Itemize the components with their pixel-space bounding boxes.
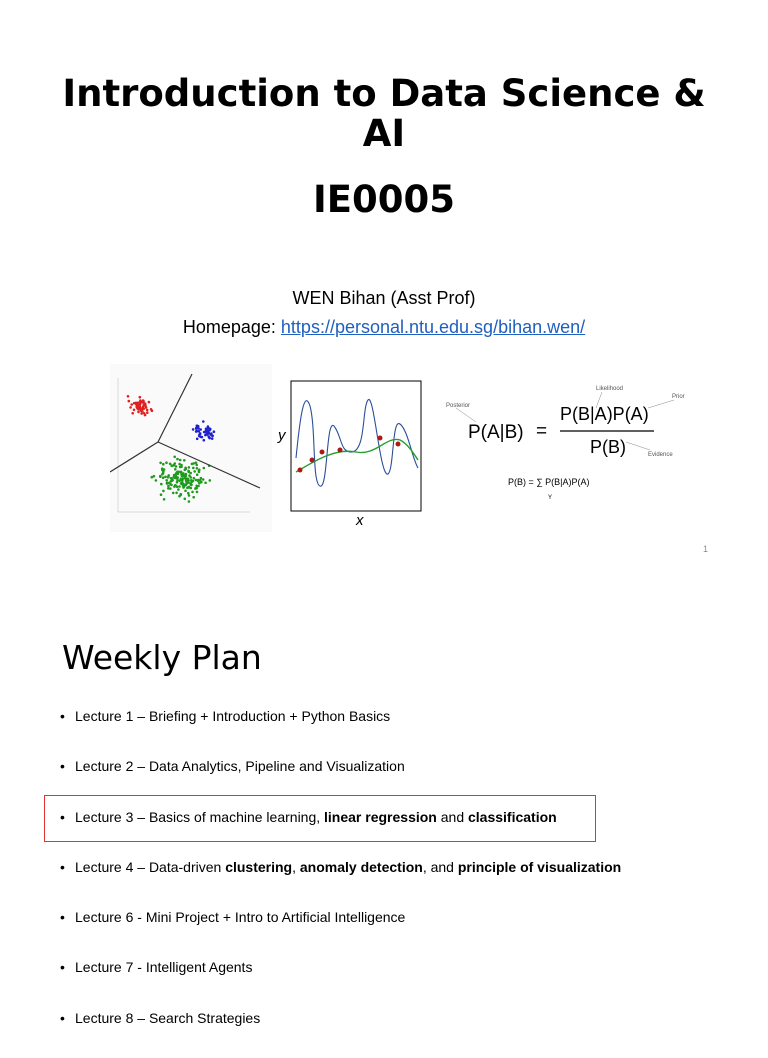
bold-term: classification <box>468 808 557 825</box>
likelihood-note: Likelihood <box>596 386 624 392</box>
item-text: , <box>292 858 300 875</box>
item-text: Lecture 2 – Data Analytics, Pipeline and Visualization <box>75 758 405 775</box>
page-number: 1 <box>702 544 708 554</box>
item-text: and <box>436 808 468 825</box>
item-text: Lecture 7 - Intelligent Agents <box>75 959 253 976</box>
author-name: WEN Bihan (Asst Prof) <box>292 288 476 308</box>
clustering-figure <box>110 364 272 532</box>
homepage-label: Homepage: <box>182 317 281 337</box>
total-probability: P(B) = ∑ P(B|A)P(A) <box>508 477 590 487</box>
homepage-line <box>0 317 768 338</box>
item-text: Lecture 1 – Briefing + Introduction + Python Basics <box>75 708 391 724</box>
item-text: Lecture 3 – Basics of machine learning, <box>75 808 325 825</box>
bayes-numerator: P(B|A)P(A) <box>560 404 649 424</box>
evidence-note: Evidence <box>648 452 673 458</box>
item-text: Lecture 4 – Data-driven <box>75 858 226 875</box>
svg-text:=: = <box>536 421 548 442</box>
prior-note: Prior <box>672 394 685 400</box>
item-text: Lecture 6 - Mini Project + Intro to Artificial Intelligence <box>75 909 406 926</box>
weekly-plan-item <box>60 706 750 756</box>
bayes-denominator: P(B) <box>590 437 626 457</box>
slide-title: Introduction to Data Science & AI <box>62 72 706 155</box>
item-text: , and <box>422 858 458 875</box>
course-code: IE0005 <box>312 178 456 221</box>
item-text: Lecture 8 – Search Strategies <box>75 1009 261 1026</box>
weekly-plan-slide <box>0 596 768 1024</box>
weekly-plan-item <box>60 957 750 1007</box>
weekly-plan-list <box>60 706 750 1058</box>
sum-index: Y <box>548 495 553 501</box>
bayes-lhs: P(A|B) <box>468 422 524 443</box>
y-axis-label: y <box>278 427 286 444</box>
posterior-note: Posterior <box>446 403 471 409</box>
x-axis-label: x <box>356 512 364 528</box>
bold-term: linear regression <box>324 808 437 825</box>
regression-figure <box>276 378 428 528</box>
weekly-plan-item <box>60 857 750 907</box>
weekly-plan-item <box>60 907 750 957</box>
bayes-formula-figure <box>442 380 698 504</box>
bold-term: principle of visualization <box>457 858 622 875</box>
weekly-plan-title: Weekly Plan <box>62 638 262 677</box>
bold-term: clustering <box>225 858 293 875</box>
weekly-plan-item <box>60 807 750 857</box>
bold-term: anomaly detection <box>299 858 423 875</box>
homepage-link[interactable]: https://personal.ntu.edu.sg/bihan.wen/ <box>280 317 586 337</box>
weekly-plan-item <box>60 756 750 806</box>
weekly-plan-item <box>60 1008 750 1058</box>
